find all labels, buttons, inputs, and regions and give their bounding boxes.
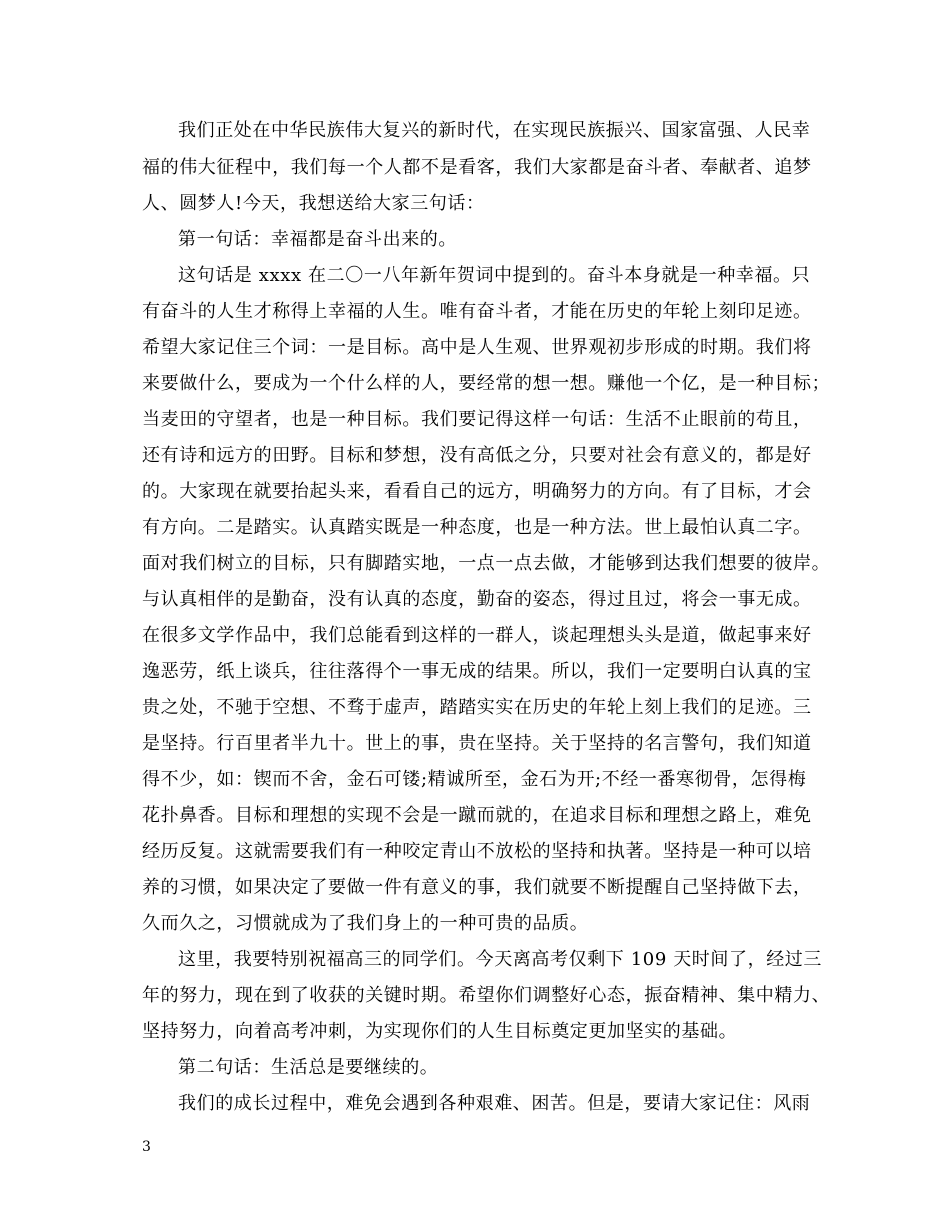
text-line: 这里，我要特别祝福高三的同学们。今天离高考仅剩下 109 天时间了，经过三: [178, 949, 822, 970]
text-line: 当麦田的守望者，也是一种目标。我们要记得这样一句话：生活不止眼前的苟且，: [142, 409, 812, 430]
text-line: 花扑鼻香。目标和理想的实现不会是一蹴而就的，在追求目标和理想之路上，难免: [142, 805, 812, 826]
text-line: 的。大家现在就要抬起头来，看看自己的远方，明确努力的方向。有了目标，才会: [142, 481, 812, 502]
text-line: 我们的成长过程中，难免会遇到各种艰难、困苦。但是，要请大家记住：风雨: [178, 1093, 811, 1114]
text-line: 有奋斗的人生才称得上幸福的人生。唯有奋斗者，才能在历史的年轮上刻印足迹。: [142, 301, 812, 322]
text-line: 年的努力，现在到了收获的关键时期。希望你们调整好心态，振奋精神、集中精力、: [142, 985, 831, 1006]
text-line: 经历反复。这就需要我们有一种咬定青山不放松的坚持和执著。坚持是一种可以培: [142, 841, 812, 862]
text-line: 是坚持。行百里者半九十。世上的事，贵在坚持。关于坚持的名言警句，我们知道: [142, 733, 812, 754]
text-line: 来要做什么，要成为一个什么样的人，要经常的想一想。赚他一个亿，是一种目标；: [142, 373, 831, 394]
text-line: 我们正处在中华民族伟大复兴的新时代，在实现民族振兴、国家富强、人民幸: [178, 120, 811, 141]
text-line: 人、圆梦人!今天，我想送给大家三句话：: [142, 193, 485, 214]
text-line: 养的习惯，如果决定了要做一件有意义的事，我们就要不断提醒自己坚持做下去，: [142, 877, 812, 898]
text-line: 有方向。二是踏实。认真踏实既是一种态度，也是一种方法。世上最怕认真二字。: [142, 517, 812, 538]
text-line: 第一句话：幸福都是奋斗出来的。: [178, 229, 457, 250]
text-line: 还有诗和远方的田野。目标和梦想，没有高低之分，只要对社会有意义的，都是好: [142, 445, 812, 466]
text-line: 与认真相伴的是勤奋，没有认真的态度，勤奋的姿态，得过且过，将会一事无成。: [142, 589, 812, 610]
text-line: 面对我们树立的目标，只有脚踏实地，一点一点去做，才能够到达我们想要的彼岸。: [142, 553, 831, 574]
text-line: 希望大家记住三个词：一是目标。高中是人生观、世界观初步形成的时期。我们将: [142, 337, 812, 358]
text-line: 逸恶劳，纸上谈兵，往往落得个一事无成的结果。所以，我们一定要明白认真的宝: [142, 661, 812, 682]
text-line: 久而久之，习惯就成为了我们身上的一种可贵的品质。: [142, 913, 589, 934]
text-line: 贵之处，不驰于空想、不骛于虚声，踏踏实实在历史的年轮上刻上我们的足迹。三: [142, 697, 812, 718]
text-line: 这句话是 xxxx 在二〇一八年新年贺词中提到的。奋斗本身就是一种幸福。只: [178, 265, 811, 286]
page-number: 3: [142, 1139, 151, 1155]
text-line: 得不少，如：锲而不舍，金石可镂;精诚所至，金石为开;不经一番寒彻骨，怎得梅: [142, 769, 807, 790]
text-line: 第二句话：生活总是要继续的。: [178, 1057, 439, 1078]
text-line: 坚持努力，向着高考冲刺，为实现你们的人生目标奠定更加坚实的基础。: [142, 1021, 738, 1042]
text-line: 在很多文学作品中，我们总能看到这样的一群人，谈起理想头头是道，做起事来好: [142, 625, 812, 646]
text-line: 福的伟大征程中，我们每一个人都不是看客，我们大家都是奋斗者、奉献者、追梦: [142, 157, 812, 178]
